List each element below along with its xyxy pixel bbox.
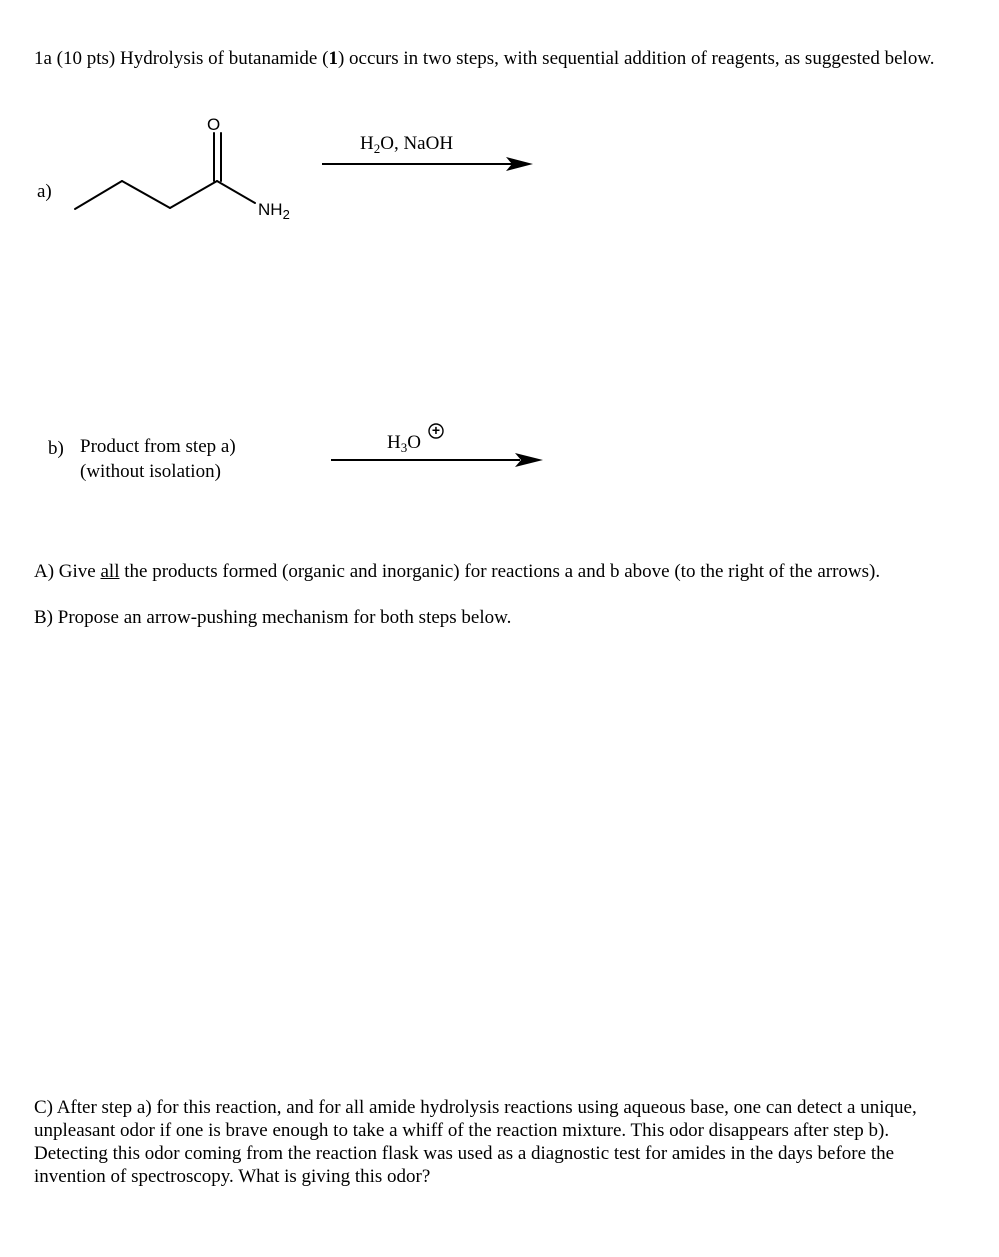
intro-lead: 1a (10 pts) Hydrolysis of butanamide ( (34, 48, 329, 69)
reagent-b (387, 431, 421, 454)
intro-rest: ) occurs in two steps, with sequential addition of reagents, as suggested below. (337, 48, 935, 69)
reaction-b-line1: Product from step a) (80, 436, 236, 457)
reagent-b-o: O (407, 432, 421, 453)
reaction-b-label: b) (48, 438, 64, 459)
bond-c-n (217, 181, 255, 203)
question-a-rest: the products formed (organic and inorganic) for reactions a and b above (to the right of the arrows). (119, 561, 881, 582)
question-a (34, 560, 984, 583)
carbonyl-oxygen: O (207, 115, 221, 134)
bond-c1-c2 (75, 181, 122, 209)
reaction-arrow-a (322, 157, 533, 171)
bond-c2-c3 (122, 181, 170, 208)
reagent-b-h: H (387, 432, 401, 453)
reagent-b-sub: 3 (400, 440, 408, 455)
reagent-a (360, 132, 453, 155)
question-c: C) After step a) for this reaction, and for all amide hydrolysis reactions using aqueous base, one can detect a unique, unpleasant odor if one is brave enough to take a whiff of the reaction mixture. This odor disappears after step b). Detecting this odor coming from the reaction flask was used as a diagnostic test for amides in the days before the invention of spectroscopy. What is giving this odor? (34, 1097, 917, 1187)
question-b: B) Propose an arrow-pushing mechanism for both steps below. (34, 607, 512, 628)
amine-n: NH (258, 200, 283, 219)
compound-number: 1 (328, 48, 338, 69)
amine-group (258, 200, 290, 222)
question-a-lead: A) Give (34, 561, 101, 582)
reaction-a-label: a) (37, 181, 52, 202)
reagent-a-sub: 2 (373, 141, 381, 156)
reaction-arrow-b (331, 453, 543, 467)
reagent-a-rest: O, NaOH (380, 133, 454, 154)
bond-c3-c4 (170, 181, 217, 208)
reaction-b-line2: (without isolation) (80, 461, 221, 482)
positive-charge-sign: + (431, 422, 441, 438)
amine-subscript: 2 (282, 207, 290, 222)
reagent-a-h: H (360, 133, 374, 154)
question-a-emphasis: all (100, 561, 120, 582)
